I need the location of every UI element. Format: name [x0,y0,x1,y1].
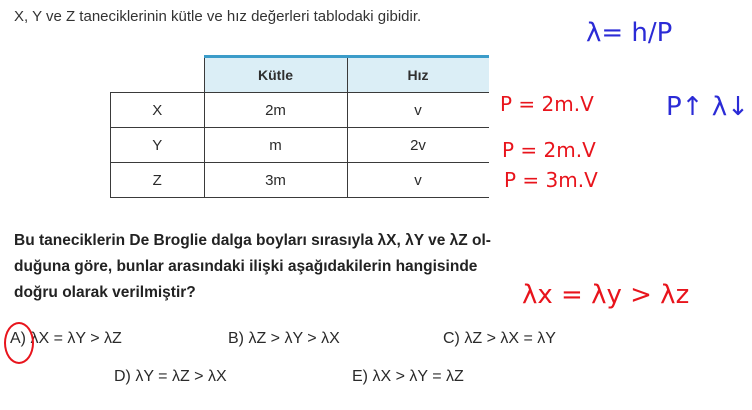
handwritten-py: P = 2m.V [502,138,596,162]
option-a-letter: A) [10,330,26,347]
table-header-row [111,57,489,93]
question-line-3: doğru olarak verilmiştir? [14,284,196,301]
cell-kutle: m [204,128,347,163]
handwritten-formula: λ= h/P [586,18,673,48]
table-row [111,128,489,163]
cell-hiz: 2v [347,128,489,163]
cell-hiz: v [347,163,489,198]
header-hiz: Hız [347,57,489,93]
row-label: Y [111,128,205,163]
data-table [110,55,489,198]
option-a-text: λX = λY > λZ [30,330,122,347]
option-d[interactable] [114,368,227,386]
option-b-text: λZ > λY > λX [248,330,340,347]
handwritten-answer: λx = λy > λz [522,280,690,310]
option-e-letter: E) [352,368,368,385]
cell-kutle: 3m [204,163,347,198]
question-line-1: Bu taneciklerin De Broglie dalga boyları sırasıyla λX, λY ve λZ ol- [14,232,491,249]
table-row [111,163,489,198]
option-b[interactable] [228,330,340,348]
answer-circle-mark [4,322,34,364]
cell-hiz: v [347,93,489,128]
handwritten-pz: P = 3m.V [504,168,598,192]
row-label: Z [111,163,205,198]
option-d-text: λY = λZ > λX [135,368,227,385]
option-c[interactable] [443,330,556,348]
row-label: X [111,93,205,128]
option-c-text: λZ > λX = λY [464,330,556,347]
cell-kutle: 2m [204,93,347,128]
option-c-letter: C) [443,330,460,347]
option-e-text: λX > λY = λZ [372,368,464,385]
table-corner [111,57,205,93]
option-d-letter: D) [114,368,131,385]
handwritten-px: P = 2m.V [500,92,594,116]
question-line-2: duğuna göre, bunlar arasındaki ilişki aşağıdakilerin hangisinde [14,258,478,275]
option-e[interactable] [352,368,464,386]
question-text [14,228,491,306]
table-row [111,93,489,128]
intro-text: X, Y ve Z taneciklerinin kütle ve hız değerleri tablodaki gibidir. [14,8,422,25]
option-b-letter: B) [228,330,244,347]
handwritten-relation: P↑ λ↓ [666,92,749,122]
header-kutle: Kütle [204,57,347,93]
